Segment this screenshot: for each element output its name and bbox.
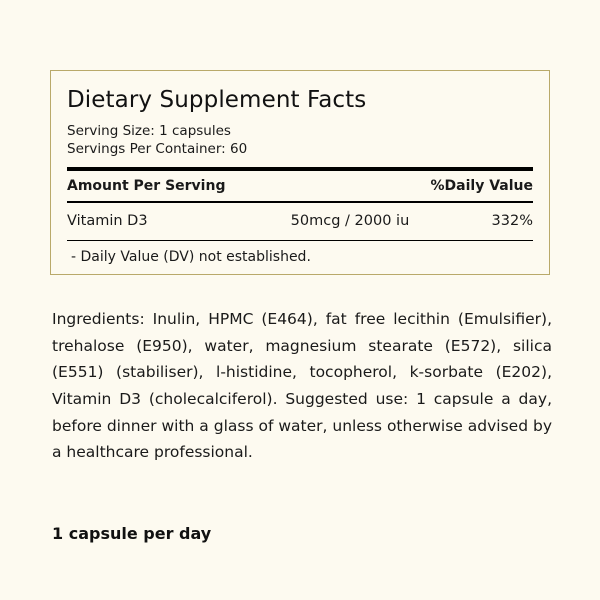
nutrient-amount: 50mcg / 2000 iu (290, 212, 410, 229)
nutrient-daily-value: 332% (491, 212, 533, 229)
servings-per-container-text: Servings Per Container: 60 (67, 140, 248, 157)
daily-value-label: %Daily Value (430, 177, 533, 194)
panel-title: Dietary Supplement Facts (67, 87, 367, 113)
footnote-text: - Daily Value (DV) not established. (71, 248, 311, 265)
dosage-statement: 1 capsule per day (52, 524, 212, 543)
table-row (67, 203, 533, 240)
table-header-row (67, 171, 533, 201)
supplement-facts-panel (50, 70, 550, 275)
serving-size-text: Serving Size: 1 capsules (67, 123, 231, 139)
amount-per-serving-label: Amount Per Serving (67, 177, 226, 194)
nutrient-name: Vitamin D3 (67, 212, 148, 229)
ingredients-paragraph: Ingredients: Inulin, HPMC (E464), fat free lecithin (Emulsifier), trehalose (E950), water, magnesium stearate (E572), silica (E551) (stabiliser), l-histidine, tocopherol, k-sorbate (E202), Vitamin D3 (cholecalciferol). Suggested use: 1 capsule a day, before dinner with a glass of water, unless otherwise advised by a healthcare professional. (52, 310, 552, 462)
